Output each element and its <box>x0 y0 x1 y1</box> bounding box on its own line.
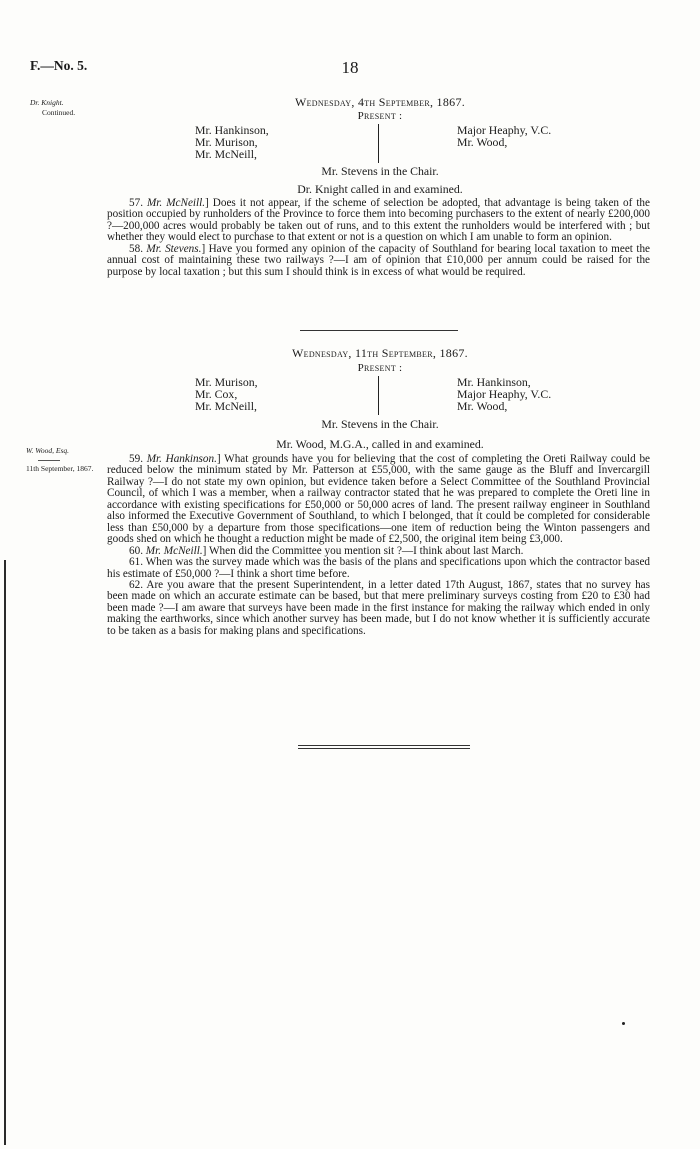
member-name: Mr. Cox, <box>195 387 238 401</box>
section-heading: F.—No. 5. <box>30 58 88 73</box>
member-name: Mr. Murison, <box>195 375 258 389</box>
scan-speck <box>622 1022 625 1025</box>
scan-edge-mark <box>4 560 6 1145</box>
session-date: Wednesday, 4th September, 1867. <box>294 95 466 109</box>
question-number: 59. <box>129 453 143 465</box>
question-number: 57. <box>129 197 143 209</box>
question-number: 60. <box>129 544 143 557</box>
column-divider <box>378 376 379 415</box>
member-name: Mr. McNeill, <box>195 399 257 413</box>
present-heading: Present : <box>357 362 403 374</box>
question-number: 58. <box>129 242 143 255</box>
section-divider <box>300 330 458 331</box>
question-number: 61. <box>129 556 143 569</box>
question-text: ] What grounds have you for believing that the cost of completing the Oreti Railway could be reduced below the minimum stated by Mr. Patterson at £55,000, with the same gauge as the Bluff and Invercargill Railway ?—I do not state my own opinion, but evidence taken before a Select Committee of the Southland Provincial Council, of which I was a member, when a railway contractor stated that he was prepared to complete the Oreti line in accordance with existing specifications for £50,000 or 50,000 acres of land. The present railway engineer in Southland also informed the Executive Government of Southland, to which I belonged, that it could be completed for considerable less than £50,000 by a departure from those specifications—one item of reduction being the Winton passengers and goods shed on which he thought a reduction might be made of £2,500, the original item being £3,000. <box>107 453 650 546</box>
witness-line: Dr. Knight called in and examined. <box>297 182 463 196</box>
margin-note-date: 11th September, 1867. <box>26 464 94 473</box>
question-paragraph <box>107 198 650 244</box>
margin-divider <box>38 460 60 461</box>
session-date: Wednesday, 11th September, 1867. <box>292 346 468 360</box>
question-paragraph <box>107 244 650 278</box>
end-rule-top <box>298 745 470 746</box>
page-number: 18 <box>341 58 359 77</box>
members-left <box>195 124 269 160</box>
member-name: Major Heaphy, V.C. <box>457 387 552 401</box>
margin-note-name: W. Wood, Esq. <box>26 446 69 455</box>
question-text: When was the survey made which was the basis of the plans and specifications upon which the contractor based his estimate of £50,000 ?—I think a short time before. <box>107 556 650 580</box>
chair-line: Mr. Stevens in the Chair. <box>321 164 439 178</box>
end-rule-bottom <box>298 748 470 749</box>
member-name: Mr. Wood, <box>457 135 508 149</box>
question-text: ] Have you formed any opinion of the capacity of Southland for bearing local taxation to meet the annual cost of maintaining these two railways ?—I am of opinion that £10,000 per annum could be raised for the purpose by local taxation ; but this sum I should think is in excess of what would be required. <box>107 242 650 278</box>
question-text: ] When did the Committee you mention sit ?—I think about last March. <box>202 544 524 557</box>
question-paragraph <box>107 580 650 637</box>
margin-note-status: Continued. <box>42 108 76 117</box>
questioner: Mr. Stevens. <box>146 242 202 255</box>
questioner: Mr. Hankinson. <box>146 453 217 465</box>
questioner: Mr. McNeill. <box>145 544 203 557</box>
present-heading: Present : <box>357 110 403 122</box>
chair-line: Mr. Stevens in the Chair. <box>321 417 439 431</box>
evidence-block-2 <box>107 454 650 637</box>
member-name: Mr. Hankinson, <box>457 375 531 389</box>
witness-line: Mr. Wood, M.G.A., called in and examined. <box>276 437 484 451</box>
member-name: Mr. McNeill, <box>195 147 257 161</box>
evidence-block-1 <box>107 198 650 278</box>
question-number: 62. <box>129 578 143 591</box>
column-divider <box>378 124 379 163</box>
member-name: Mr. Murison, <box>195 135 258 149</box>
members-right <box>457 376 551 412</box>
member-name: Mr. Wood, <box>457 399 508 413</box>
margin-note-name: Dr. Knight. <box>30 98 64 107</box>
member-name: Major Heaphy, V.C. <box>457 123 552 137</box>
members-right <box>457 124 551 148</box>
questioner: Mr. McNeill. <box>146 197 206 209</box>
question-paragraph <box>107 454 650 546</box>
members-left <box>195 376 258 412</box>
member-name: Mr. Hankinson, <box>195 123 269 137</box>
question-text: Are you aware that the present Superintendent, in a letter dated 17th August, 1867, states that no survey has been made on which an accurate estimate can be based, but that mere preliminary surveys costing from £20 to £30 had been made ?—I am aware that surveys have been made in the first instance for making the railway which ended in only making the earthworks, since which another survey has been made, but I do not know whether it is sufficiently accurate to be taken as a basis for making plans and specifications. <box>107 578 650 637</box>
question-paragraph <box>107 557 650 580</box>
question-text: ] Does it not appear, if the scheme of selection be adopted, that advantage is being taken of the position occupied by runholders of the Province to force them into becoming purchasers to the extent of nearly £200,000 ?—200,000 acres would probably be taken out of runs, and to this extent the runholders would be interfered with ; but whether they would elect to purchase to that extent or not is a question on which I am unable to form an opinion. <box>107 197 650 244</box>
